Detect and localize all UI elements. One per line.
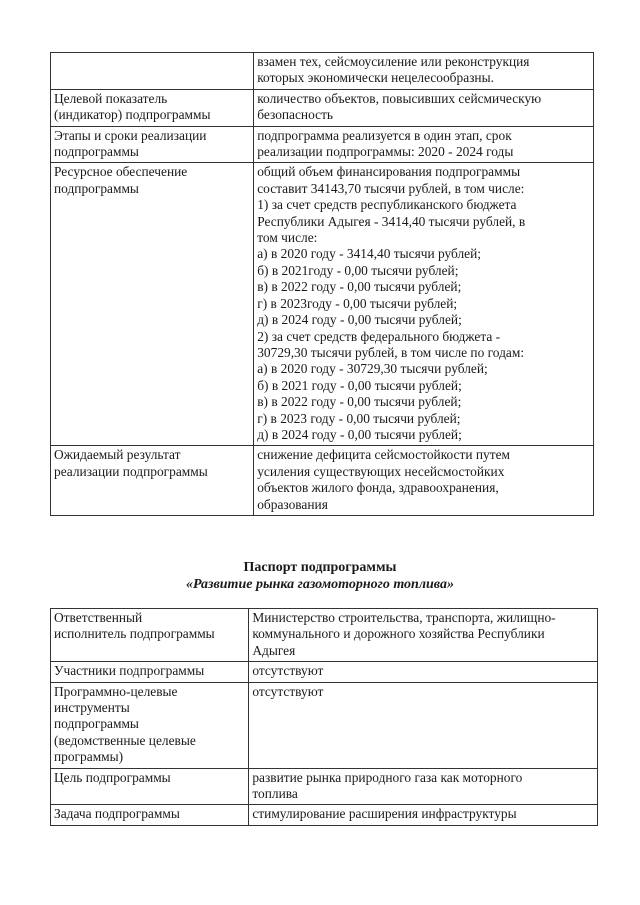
row-label-line: Задача подпрограммы (54, 806, 180, 822)
row-value-cell (254, 163, 594, 446)
row-value-line: г) в 2023году - 0,00 тысячи рублей; (257, 295, 458, 311)
row-label-cell (51, 89, 254, 126)
row-value-line: объектов жилого фонда, здравоохранения, (257, 480, 499, 496)
row-value-line: топлива (252, 786, 298, 802)
table-row (51, 768, 598, 805)
table-row (51, 662, 598, 682)
row-label-cell (51, 768, 249, 805)
row-value-cell (254, 126, 594, 163)
table-row (51, 89, 594, 126)
subprogram-passport-table-1 (50, 52, 594, 516)
row-value-line: Адыгея (252, 642, 296, 658)
row-value-line: в) в 2022 году - 0,00 тысячи рублей; (257, 394, 462, 410)
row-label-line: Участники подпрограммы (54, 663, 205, 679)
row-label-line: реализации подпрограммы (54, 463, 208, 479)
row-value-line: отсутствуют (252, 663, 324, 679)
row-value-line: безопасность (257, 107, 334, 123)
row-value-cell (249, 662, 598, 682)
row-value-line: составит 34143,70 тысячи рублей, в том числе: (257, 180, 525, 196)
row-label-line: программы) (54, 749, 124, 765)
row-label-cell (51, 662, 249, 682)
row-label-cell (51, 609, 249, 662)
row-label-line: инструменты (54, 700, 130, 716)
row-value-line: Республики Адыгея - 3414,40 тысячи рублей, в (257, 213, 526, 229)
row-label-cell (51, 446, 254, 516)
row-value-line: Министерство строительства, транспорта, жилищно- (252, 610, 556, 625)
row-label-cell (51, 805, 249, 825)
row-value-line: б) в 2021 году - 0,00 тысячи рублей; (257, 377, 462, 393)
table-row (51, 53, 594, 90)
row-value-line: количество объектов, повысивших сейсмическую (257, 90, 542, 106)
row-value-cell (254, 53, 594, 90)
row-value-line: 2) за счет средств федерального бюджета - (257, 328, 501, 344)
passport-heading-subtitle (0, 576, 640, 593)
row-label-line: Целевой показатель (54, 90, 168, 106)
row-value-line: б) в 2021году - 0,00 тысячи рублей; (257, 262, 459, 278)
row-value-line: снижение дефицита сейсмостойкости путем (257, 447, 510, 463)
table-row (51, 609, 598, 662)
subprogram-passport-table-2 (50, 608, 598, 826)
row-value-line: д) в 2024 году - 0,00 тысячи рублей; (257, 312, 462, 328)
row-value-line: коммунального и дорожного хозяйства Республики (252, 626, 545, 642)
row-label-line: подпрограммы (54, 716, 139, 732)
row-value-cell (249, 768, 598, 805)
row-value-line: отсутствуют (252, 683, 324, 699)
row-value-cell (254, 89, 594, 126)
row-label-cell (51, 682, 249, 768)
row-value-cell (249, 609, 598, 662)
row-label-line: Программно-целевые (54, 683, 178, 699)
passport-heading-line2: «Развитие рынка газомоторного топлива» (186, 577, 454, 592)
table-row (51, 163, 594, 446)
row-value-line: в) в 2022 году - 0,00 тысячи рублей; (257, 279, 462, 295)
table-row (51, 126, 594, 163)
row-label-line: (индикатор) подпрограммы (54, 107, 211, 123)
row-value-line: а) в 2020 году - 30729,30 тысячи рублей; (257, 361, 488, 377)
row-label-line: Ресурсное обеспечение (54, 164, 188, 180)
table-row (51, 682, 598, 768)
passport-heading-line1: Паспорт подпрограммы (243, 560, 397, 575)
row-value-cell (249, 682, 598, 768)
row-label-line: Цель подпрограммы (54, 769, 171, 785)
row-label-cell (51, 126, 254, 163)
row-label-line: Ожидаемый результат (54, 447, 181, 463)
row-value-line: усиления существующих несейсмостойких (257, 463, 505, 479)
row-value-line: стимулирование расширения инфраструктуры (252, 806, 517, 822)
row-value-line: д) в 2024 году - 0,00 тысячи рублей; (257, 426, 462, 442)
row-label-line: исполнитель подпрограммы (54, 626, 215, 642)
row-value-line: общий объем финансирования подпрограммы (257, 164, 521, 180)
row-label-cell (51, 163, 254, 446)
row-label-line: Этапы и сроки реализации (54, 127, 207, 143)
row-value-line: г) в 2023 году - 0,00 тысячи рублей; (257, 410, 461, 426)
row-value-cell (254, 446, 594, 516)
row-value-line: а) в 2020 году - 3414,40 тысячи рублей; (257, 246, 482, 262)
row-label-line: подпрограммы (54, 144, 139, 160)
row-value-line: том числе: (257, 230, 318, 246)
row-label-line: подпрограммы (54, 180, 139, 196)
passport-heading-title (0, 559, 640, 576)
row-value-line: 30729,30 тысячи рублей, в том числе по годам: (257, 344, 525, 360)
row-label-line: (ведомственные целевые (54, 732, 196, 748)
row-value-line: которых экономически нецелесообразны. (257, 70, 494, 86)
row-value-line: развитие рынка природного газа как моторного (252, 769, 523, 785)
row-label-line: Ответственный (54, 610, 143, 625)
row-label-cell (51, 53, 254, 90)
row-value-line: подпрограмма реализуется в один этап, срок (257, 127, 512, 143)
row-value-line: 1) за счет средств республиканского бюджета (257, 197, 517, 213)
table-row (51, 446, 594, 516)
row-value-line: взамен тех, сейсмоусиление или реконструкция (257, 54, 530, 69)
row-value-line: реализации подпрограммы: 2020 - 2024 годы (257, 144, 514, 160)
row-value-line: образования (257, 496, 328, 512)
table-row (51, 805, 598, 825)
row-value-cell (249, 805, 598, 825)
